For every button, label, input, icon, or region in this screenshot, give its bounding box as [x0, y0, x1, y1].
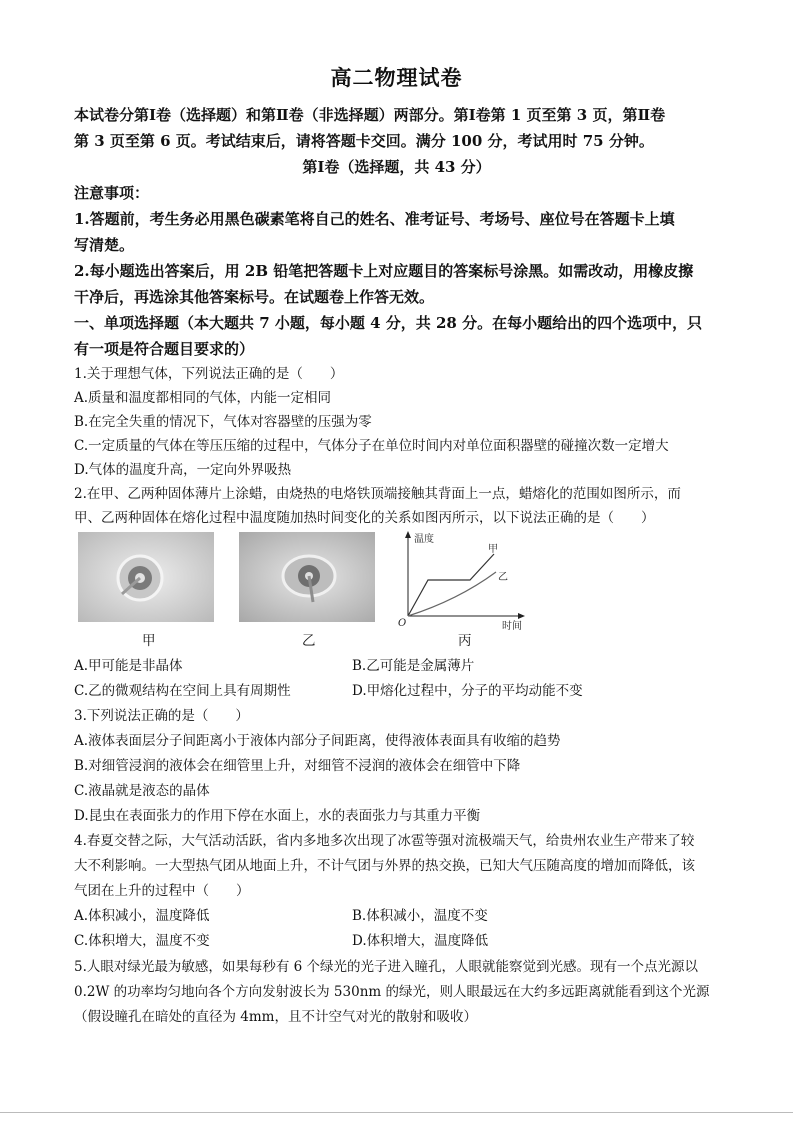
- q4-option-a: A.体积减小，温度降低: [74, 908, 210, 924]
- q3-option-d: D.昆虫在表面张力的作用下停在水面上，水的表面张力与其重力平衡: [74, 808, 481, 824]
- q2-stem-line-2: 甲、乙两种固体在熔化过程中温度随加热时间变化的关系如图丙所示，以下说法正确的是（ ）: [74, 510, 655, 526]
- page-footer-rule: [0, 1112, 793, 1113]
- q3-option-b: B.对细管浸润的液体会在细管里上升，对细管不浸润的液体会在细管中下降: [74, 758, 521, 774]
- q3-stem: 3.下列说法正确的是（ ）: [74, 708, 249, 724]
- wax-photo-yi: [239, 532, 375, 622]
- graph-origin: O: [398, 618, 407, 629]
- temperature-time-graph: [398, 528, 530, 632]
- section1-heading-line-2: 有一项是符合题目要求的）: [74, 340, 255, 358]
- q5-stem-line-1: 5.人眼对绿光最为敏感，如果每秒有 6 个绿光的光子进入瞳孔，人眼就能察觉到光感。现有一个点光源以: [74, 959, 699, 975]
- notice-item-2-line-2: 干净后，再选涂其他答案标号。在试题卷上作答无效。: [74, 288, 435, 306]
- page-title: 高二物理试卷: [330, 65, 463, 90]
- q4-stem-line-1: 4.春夏交替之际，大气活动活跃，省内多地多次出现了冰雹等强对流极端天气，给贵州农业生产带来了较: [74, 833, 695, 849]
- q3-option-a: A.液体表面层分子间距离小于液体内部分子间距离，使得液体表面具有收缩的趋势: [74, 733, 561, 749]
- q1-stem: 1.关于理想气体，下列说法正确的是（ ）: [74, 366, 344, 382]
- curve-yi-label: 乙: [498, 572, 508, 583]
- curve-jia: [408, 554, 494, 616]
- q5-stem-line-3: （假设瞳孔在暗处的直径为 4mm，且不计空气对光的散射和吸收）: [74, 1009, 477, 1025]
- q2-option-d: D.甲熔化过程中，分子的平均动能不变: [352, 683, 583, 699]
- notice-item-2-line-1: 2.每小题选出答案后，用 2B 铅笔把答题卡上对应题目的答案标号涂黑。如需改动，用橡皮擦: [74, 262, 694, 280]
- graph-x-arrow: [518, 613, 525, 619]
- notice-item-1-line-1: 1.答题前，考生务必用黑色碳素笔将自己的姓名、准考证号、考场号、座位号在答题卡上填: [74, 210, 675, 228]
- wax-photo-jia: [78, 532, 214, 622]
- q1-option-d: D.气体的温度升高，一定向外界吸热: [74, 462, 292, 478]
- fig-caption-bing: 丙: [458, 633, 472, 649]
- q1-option-b: B.在完全失重的情况下，气体对容器壁的压强为零: [74, 414, 372, 430]
- graph-xlabel: 时间: [502, 621, 522, 632]
- notice-heading: 注意事项：: [74, 184, 150, 202]
- intro-line-2: 第 3 页至第 6 页。考试结束后，请将答题卡交回。满分 100 分，考试用时 75 分钟。: [74, 132, 654, 150]
- section1-heading-line-1: 一、单项选择题（本大题共 7 小题，每小题 4 分，共 28 分。在每小题给出的四个选项中，只: [74, 314, 703, 332]
- part1-heading: 第Ⅰ卷（选择题，共 43 分）: [302, 158, 491, 176]
- q2-option-a: A.甲可能是非晶体: [74, 658, 183, 674]
- q3-option-c: C.液晶就是液态的晶体: [74, 783, 210, 799]
- q2-option-c: C.乙的微观结构在空间上具有周期性: [74, 683, 291, 699]
- q1-option-a: A.质量和温度都相同的气体，内能一定相同: [74, 390, 332, 406]
- q4-stem-line-3: 气团在上升的过程中（ ）: [74, 883, 250, 899]
- q2-option-b: B.乙可能是金属薄片: [352, 658, 475, 674]
- q4-option-b: B.体积减小，温度不变: [352, 908, 488, 924]
- curve-jia-label: 甲: [488, 544, 498, 555]
- notice-item-1-line-2: 写清楚。: [74, 236, 135, 254]
- fig-caption-jia: 甲: [142, 633, 156, 649]
- fig-caption-yi: 乙: [302, 633, 316, 649]
- graph-y-arrow: [405, 531, 411, 538]
- q2-stem-line-1: 2.在甲、乙两种固体薄片上涂蜡，由烧热的电烙铁顶端接触其背面上一点，蜡熔化的范围如图所示，而: [74, 486, 681, 502]
- q5-stem-line-2: 0.2W 的功率均匀地向各个方向发射波长为 530nm 的绿光，则人眼最远在大约多远距离就能看到这个光源: [74, 984, 710, 1000]
- q4-option-c: C.体积增大，温度不变: [74, 933, 210, 949]
- q4-stem-line-2: 大不利影响。一大型热气团从地面上升，不计气团与外界的热交换，已知大气压随高度的增加而降低，该: [74, 858, 695, 874]
- curve-yi: [408, 572, 496, 616]
- q4-option-d: D.体积增大，温度降低: [352, 933, 489, 949]
- q1-option-c: C.一定质量的气体在等压压缩的过程中，气体分子在单位时间内对单位面积器壁的碰撞次数一定增大: [74, 438, 669, 454]
- intro-line-1: 本试卷分第Ⅰ卷（选择题）和第Ⅱ卷（非选择题）两部分。第Ⅰ卷第 1 页至第 3 页，第Ⅱ卷: [74, 106, 666, 124]
- graph-ylabel: 温度: [414, 534, 434, 545]
